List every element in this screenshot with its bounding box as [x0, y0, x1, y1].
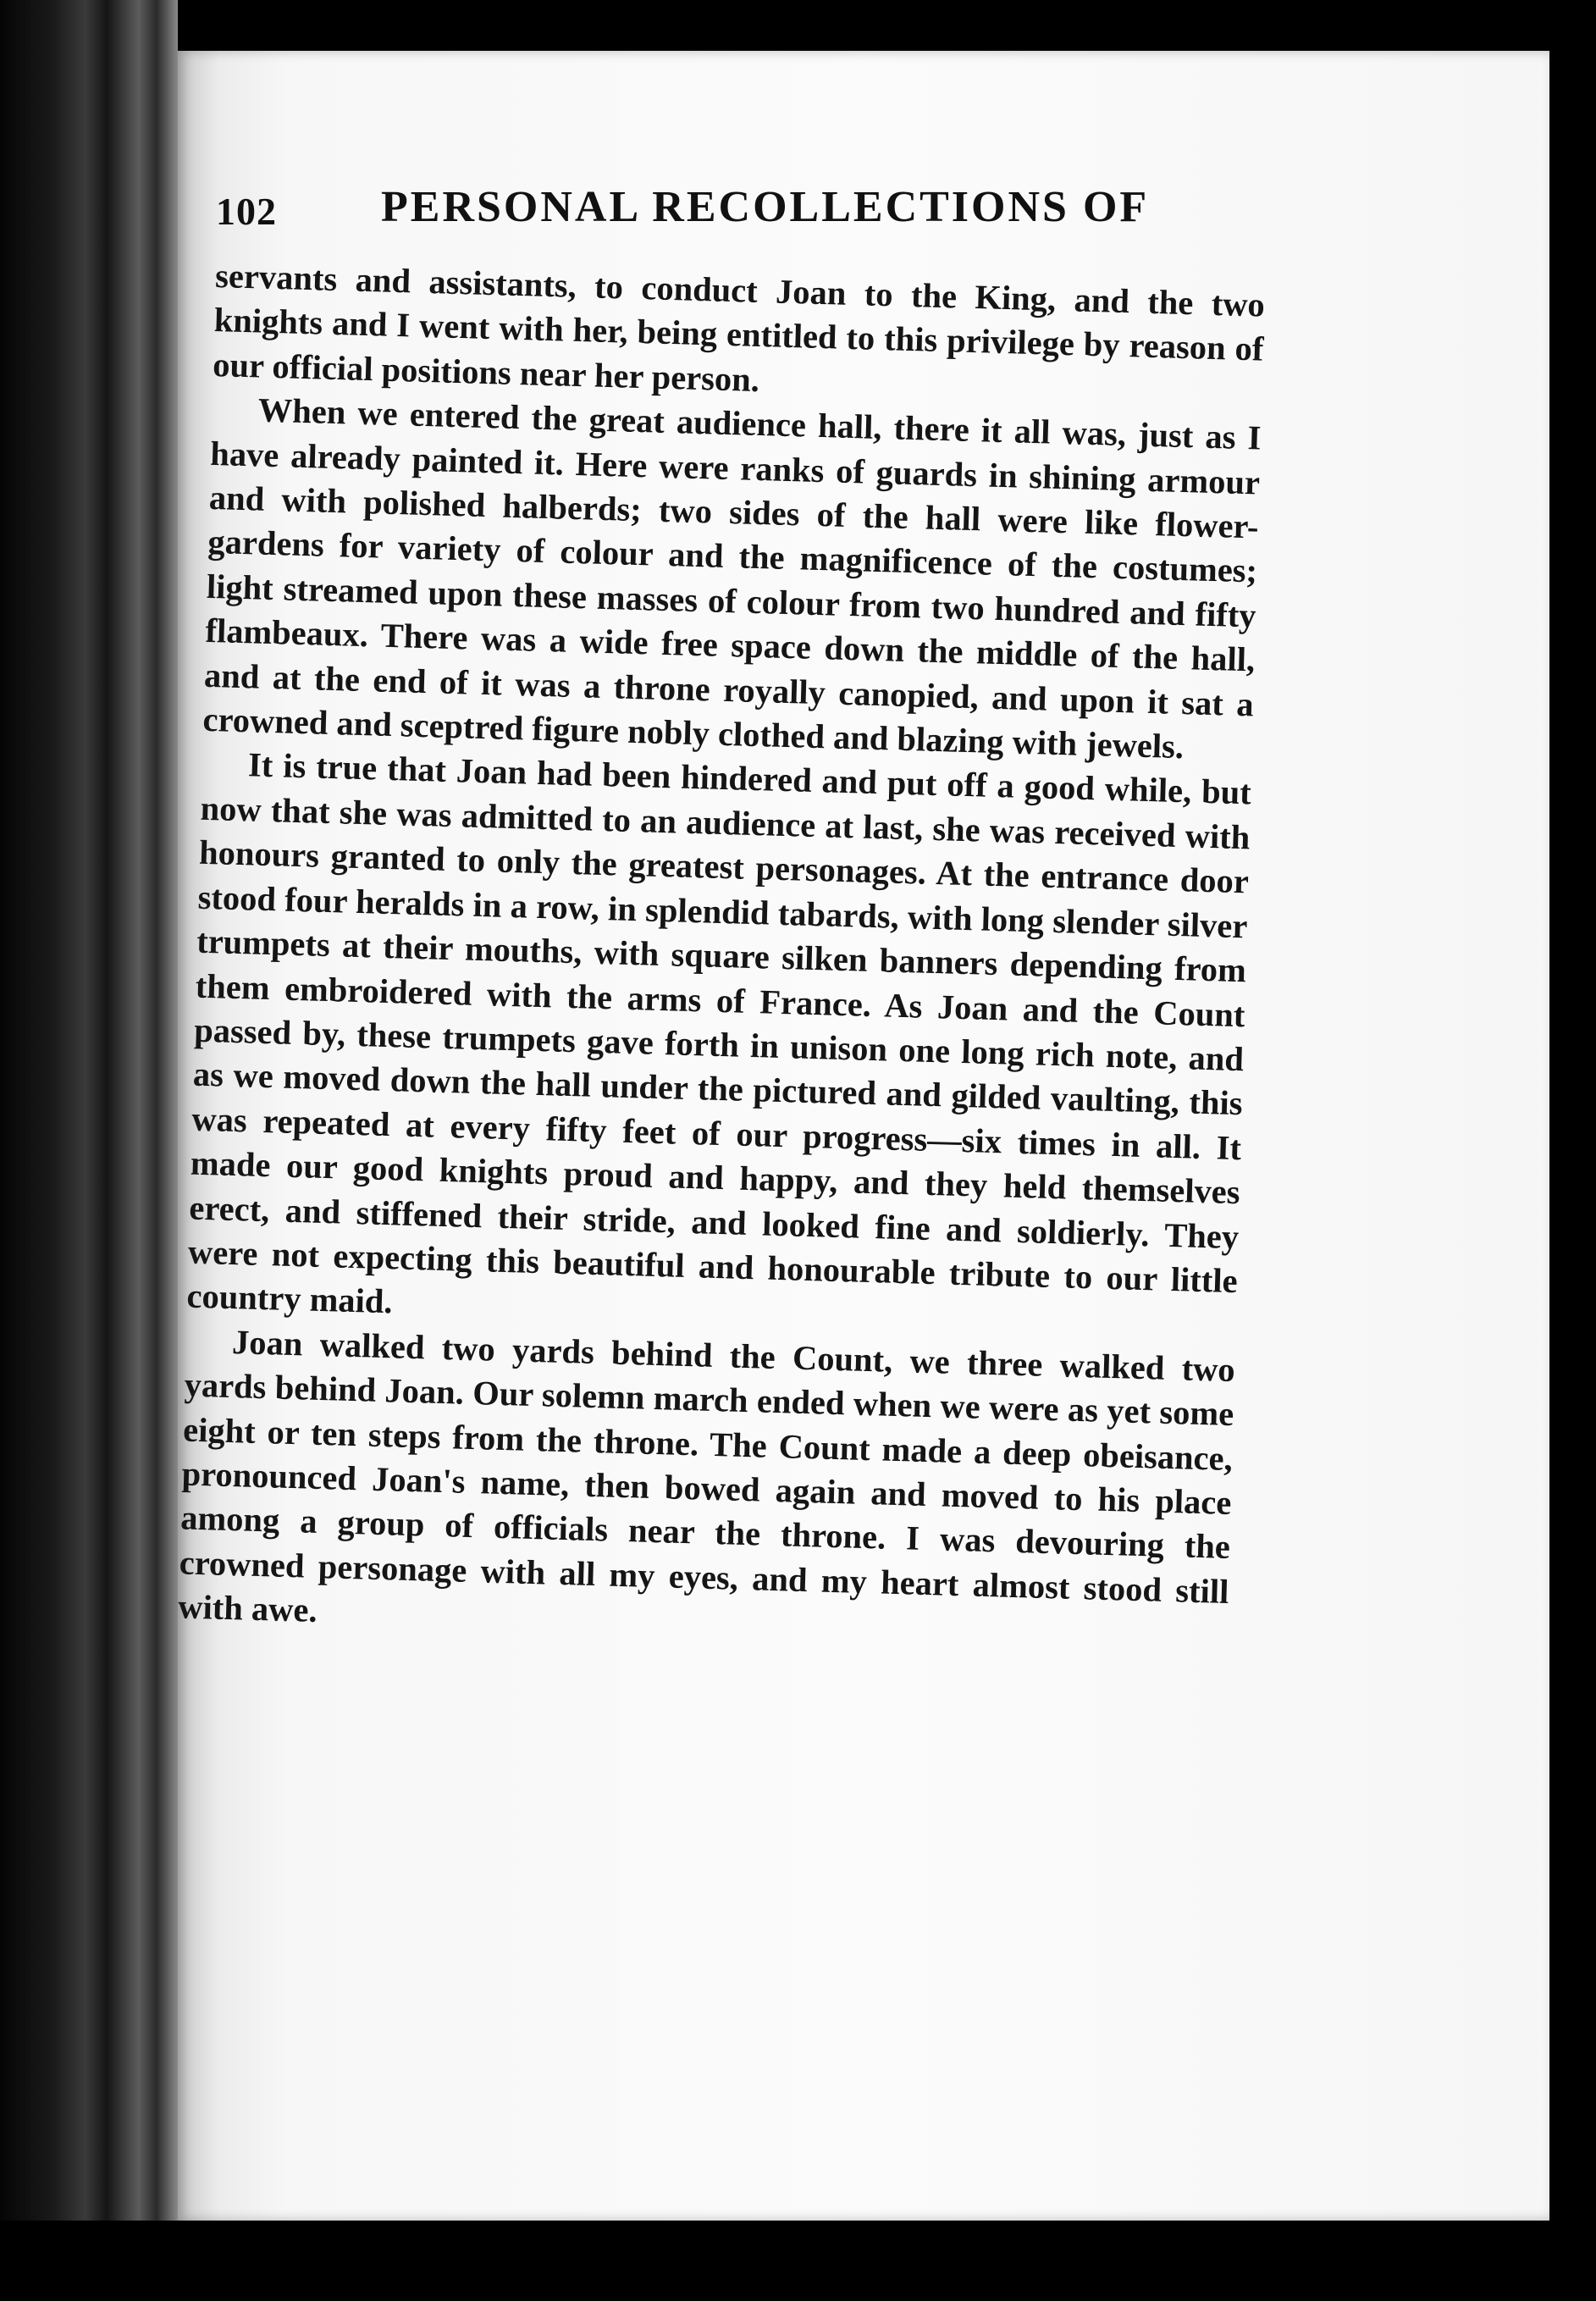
paragraph-3: It is true that Joan had been hindered and put off a good while, but now that she was admitted to an audience at last, she was received with honours granted to only the greatest personages. At the entrance door stood four heralds in a row, in splendid tabards, with long slender silver trumpets at their mouths, with square silken banners depending from them embroidered with the arms of France. As Joan and the Count passed by, these trumpets gave forth in unison one long rich note, and as we moved down the hall under the pictured and gilded vaulting, this was repeated at every fifty feet of our progress—six times in all. It made our good knights proud and happy, and they held themselves erect, and stiffened their stride, and looked fine and soldierly. They were not expecting this beautiful and honourable tribute to our little country maid.	[186, 745, 1252, 1321]
scan-border-top	[0, 0, 1596, 51]
running-head	[216, 182, 1283, 258]
page-number: 102	[216, 190, 277, 233]
running-title: PERSONAL RECOLLECTIONS OF	[381, 183, 1150, 231]
paragraph-4: Joan walked two yards behind the Count, we three walked two yards behind Joan. Our solemn march ended when we were as yet some eight or ten steps from the throne. The Count made a deep obeisance, pronounced Joan's name, then bowed again and moved to his place among a group of officials near the throne. I was devouring the crowned personage with all my eyes, and my heart almost stood still with awe.	[177, 1322, 1236, 1630]
scan-border-bottom	[0, 2221, 1596, 2301]
paragraph-1: servants and assistants, to conduct Joan to the King, and the two knights and I went with her, being entitled to this privilege by reason of our official positions near her person.	[212, 256, 1266, 399]
scan-border-right	[1549, 0, 1596, 2301]
book-spine-edge	[0, 0, 178, 2301]
body-text	[178, 254, 1266, 1659]
paragraph-2: When we entered the great audience hall, there it all was, just as I have already painted it. Here were ranks of guards in shining armour and with polished halberds; two sides of the hall were like flower-gardens for variety of colour and the magnificence of the costumes; light streamed upon these masses of colour from two hundred and fifty flambeaux. There was a wide free space down the middle of the hall, and at the end of it was a throne royally canopied, and upon it sat a crowned and sceptred figure nobly clothed and blazing with jewels.	[202, 390, 1262, 766]
